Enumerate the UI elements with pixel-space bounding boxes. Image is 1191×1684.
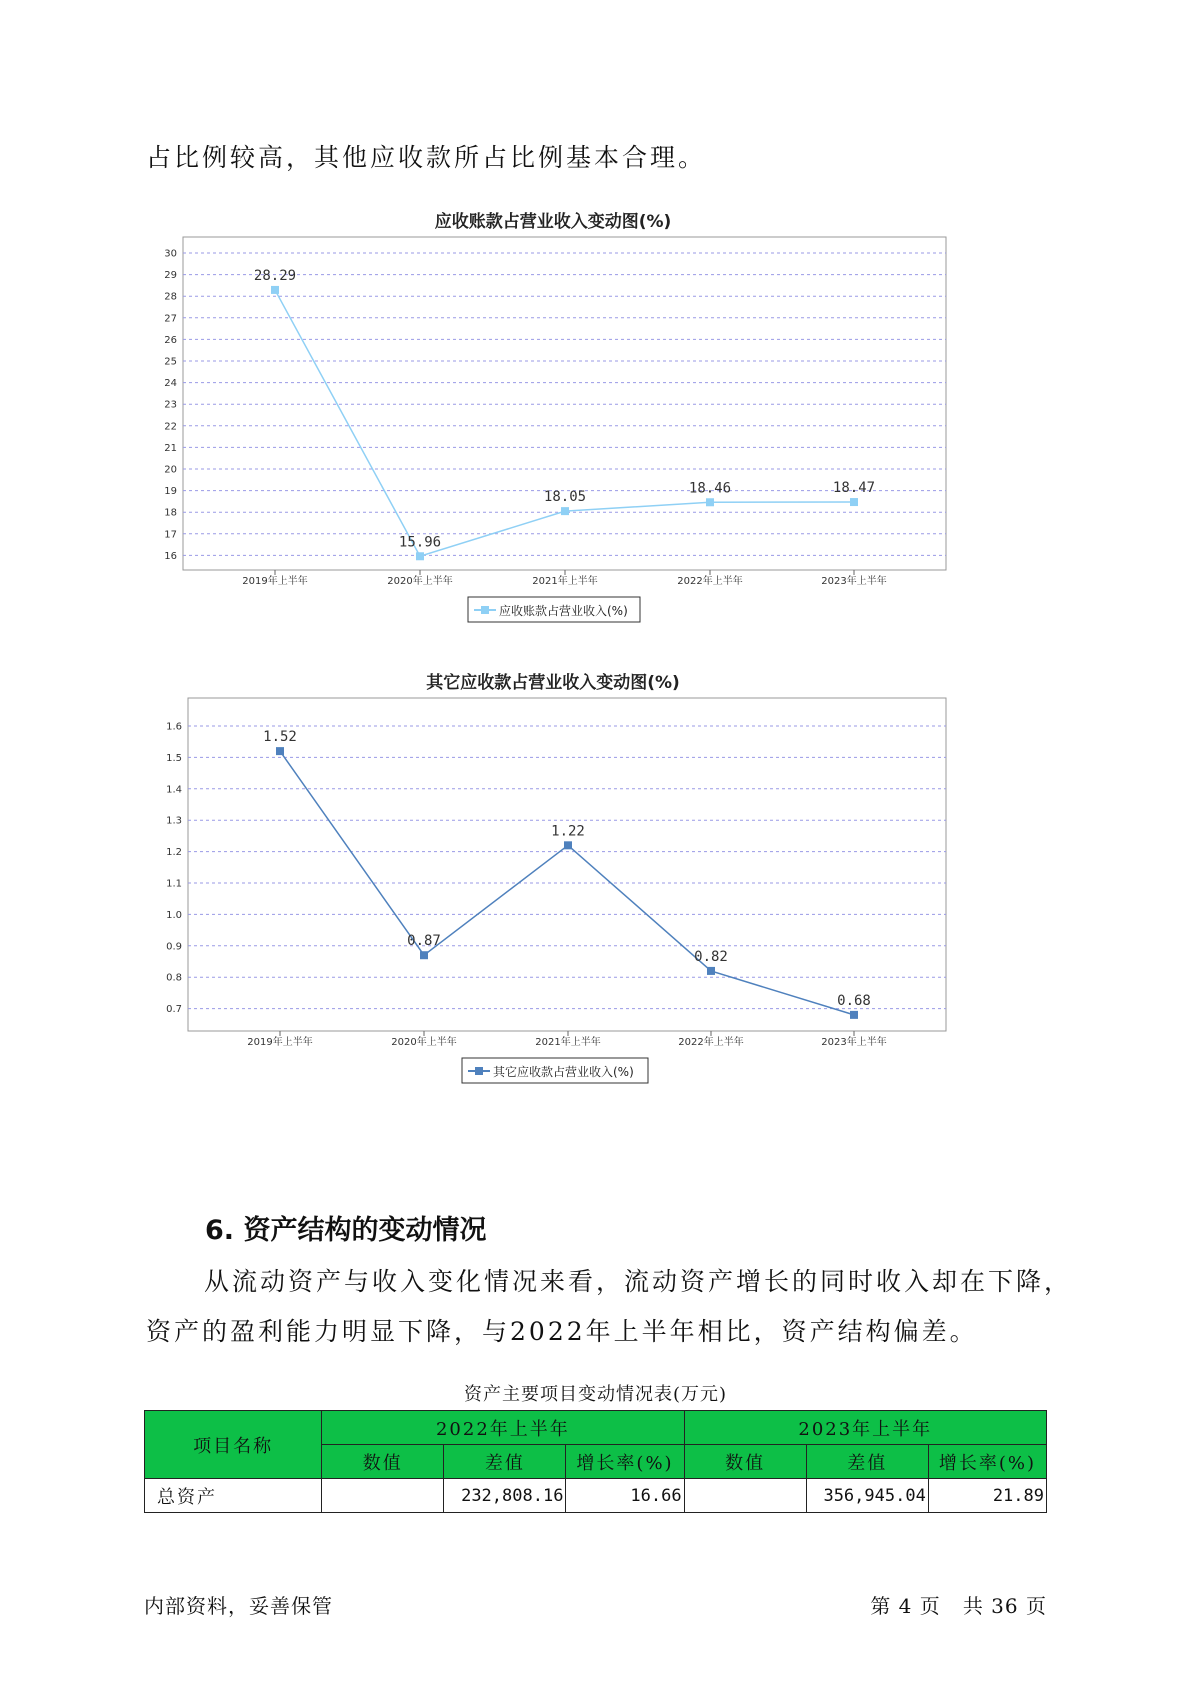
asset-structure-table: [144, 1410, 1047, 1513]
cell-value: [684, 1479, 806, 1513]
plot-area: [188, 698, 946, 1031]
y-tick-label: 1.1: [166, 878, 182, 890]
y-tick-label: 1.0: [166, 909, 182, 921]
legend-label: 其它应收款占营业收入(%): [493, 1065, 634, 1079]
data-point: [420, 951, 428, 959]
cell-growth: 21.89: [928, 1479, 1046, 1513]
chart-legend: [462, 1058, 648, 1083]
y-tick-label: 22: [164, 421, 177, 433]
data-point: [271, 286, 279, 294]
y-tick-label: 1.4: [166, 784, 182, 796]
y-tick-label: 1.6: [166, 721, 182, 733]
y-tick-label: 16: [164, 550, 177, 562]
y-tick-label: 27: [164, 313, 177, 325]
data-label: 18.05: [543, 489, 587, 506]
item-name-header: 项目名称: [145, 1411, 322, 1479]
x-tick-label: 2020年上半年: [387, 576, 453, 587]
chart-title: 其它应收款占营业收入变动图(%): [426, 673, 680, 693]
y-tick-label: 1.3: [166, 815, 182, 827]
y-tick-label: 28: [164, 291, 177, 303]
x-tick-label: 2022年上半年: [677, 576, 743, 587]
legend-marker: [475, 1067, 483, 1075]
data-label: 15.96: [398, 534, 442, 551]
cell-diff: 232,808.16: [444, 1479, 566, 1513]
x-tick-label: 2021年上半年: [532, 576, 598, 587]
chart-title: 应收账款占营业收入变动图(%): [434, 212, 672, 232]
body-line-2: 资产的盈利能力明显下降，与2022年上半年相比，资产结构偏差。: [146, 1317, 978, 1346]
data-label: 18.46: [688, 480, 732, 497]
y-tick-label: 0.8: [166, 972, 182, 984]
footer-page-number: 第 4 页 共 36 页: [870, 1594, 1047, 1618]
y-tick-label: 30: [164, 248, 177, 260]
y-tick-label: 18: [164, 507, 177, 519]
data-point: [416, 552, 424, 560]
group-header-2023: 2023年上半年: [684, 1411, 1046, 1445]
y-tick-label: 1.2: [166, 847, 182, 859]
x-tick-label: 2023年上半年: [821, 576, 887, 587]
data-label: 18.47: [832, 480, 876, 497]
row-name: 总资产: [145, 1479, 322, 1513]
data-label: 1.22: [551, 823, 585, 840]
receivables-revenue-chart: [140, 205, 970, 635]
subheader-diff: 差值: [444, 1445, 566, 1479]
section-heading: 6. 资产结构的变动情况: [205, 1215, 487, 1246]
data-point: [706, 498, 714, 506]
legend-marker: [481, 606, 489, 614]
other-receivables-revenue-chart: [140, 668, 970, 1088]
y-tick-label: 25: [164, 356, 177, 368]
subheader-growth: 增长率(%): [566, 1445, 684, 1479]
body-line-1: 从流动资产与收入变化情况来看，流动资产增长的同时收入却在下降，: [204, 1267, 1073, 1296]
x-tick-label: 2021年上半年: [535, 1037, 601, 1048]
y-tick-label: 23: [164, 399, 177, 411]
cell-value: [322, 1479, 444, 1513]
subheader-value: 数值: [322, 1445, 444, 1479]
data-label: 28.29: [253, 267, 297, 284]
y-tick-label: 17: [164, 529, 177, 541]
cell-growth: 16.66: [566, 1479, 684, 1513]
footer-confidential: 内部资料，妥善保管: [144, 1594, 333, 1618]
x-tick-label: 2019年上半年: [247, 1037, 313, 1048]
cell-diff: 356,945.04: [806, 1479, 928, 1513]
legend-label: 应收账款占营业收入(%): [499, 604, 628, 618]
subheader-value: 数值: [684, 1445, 806, 1479]
x-tick-label: 2022年上半年: [678, 1037, 744, 1048]
y-tick-label: 26: [164, 334, 177, 346]
data-point: [276, 747, 284, 755]
y-tick-label: 1.5: [166, 752, 182, 764]
data-label: 0.68: [837, 992, 871, 1009]
chart-legend: [468, 597, 640, 622]
data-point: [850, 498, 858, 506]
plot-area: [183, 237, 946, 570]
data-point: [561, 507, 569, 515]
y-tick-label: 19: [164, 486, 177, 498]
y-tick-label: 21: [164, 442, 177, 454]
y-tick-label: 0.7: [166, 1004, 182, 1016]
data-point: [564, 841, 572, 849]
x-tick-label: 2023年上半年: [821, 1037, 887, 1048]
x-tick-label: 2019年上半年: [242, 576, 308, 587]
y-tick-label: 29: [164, 270, 177, 282]
y-tick-label: 0.9: [166, 941, 182, 953]
table-caption: 资产主要项目变动情况表(万元): [463, 1384, 728, 1405]
group-header-2022: 2022年上半年: [322, 1411, 684, 1445]
data-point: [707, 967, 715, 975]
subheader-growth: 增长率(%): [928, 1445, 1046, 1479]
subheader-diff: 差值: [806, 1445, 928, 1479]
table-row: [145, 1479, 1047, 1513]
data-label: 0.82: [694, 948, 728, 965]
data-label: 1.52: [263, 729, 297, 746]
y-tick-label: 20: [164, 464, 177, 476]
data-label: 0.87: [407, 933, 441, 950]
data-point: [850, 1011, 858, 1019]
intro-paragraph: 占比例较高，其他应收款所占比例基本合理。: [146, 143, 707, 172]
y-tick-label: 24: [164, 378, 177, 390]
x-tick-label: 2020年上半年: [391, 1037, 457, 1048]
